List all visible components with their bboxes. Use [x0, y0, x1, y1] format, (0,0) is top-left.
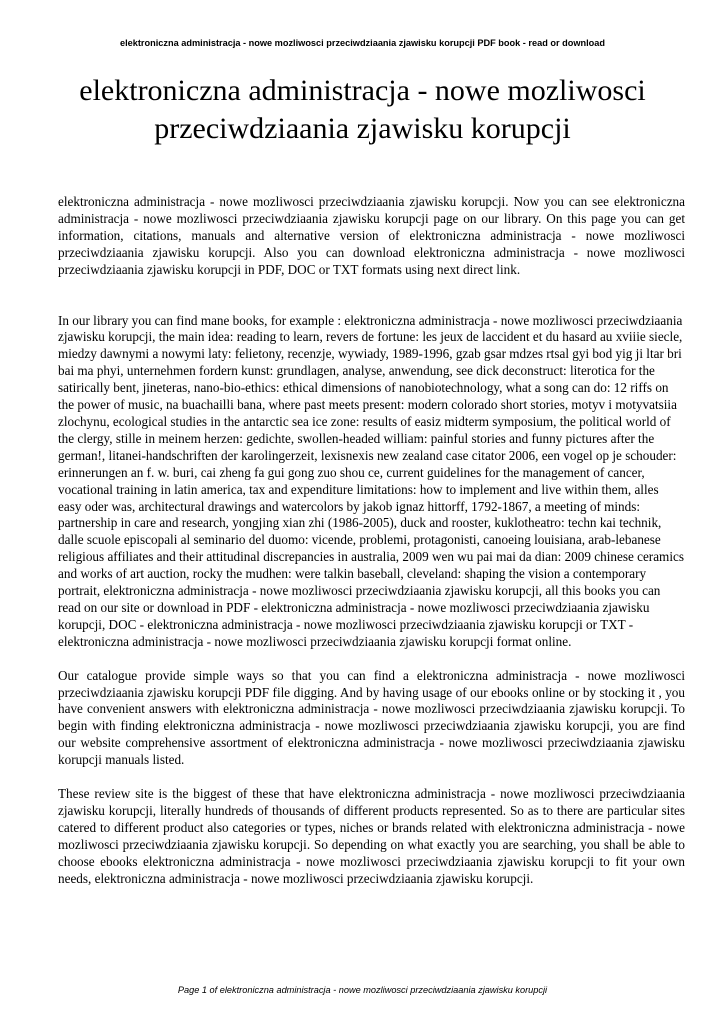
- intro-paragraph: elektroniczna administracja - nowe mozliwosci przeciwdziaania zjawisku korupcji. Now you can see elektroniczna administracja - nowe mozliwosci przeciwdziaania zjawisku korupcji page on our library. On this page you can get information, citations, manuals and alternative version of elektroniczna administracja - nowe mozliwosci przeciwdziaania zjawisku korupcji. Also you can download elektroniczna administracja - nowe mozliwosci przeciwdziaania zjawisku korupcji in PDF, DOC or TXT formats using next direct link.: [58, 194, 685, 277]
- document-title: [40, 72, 685, 148]
- review-paragraph: These review site is the biggest of these that have elektroniczna administracja - nowe mozliwosci przeciwdziaania zjawisku korupcji, literally hundreds of thousands of different products represented. So as to there are particular sites catered to different product also categories or types, niches or brands related with elektroniczna administracja - nowe mozliwosci przeciwdziaania zjawisku korupcji. So depending on what exactly you are searching, you shall be able to choose ebooks elektroniczna administracja - nowe mozliwosci przeciwdziaania zjawisku korupcji to fit your own needs, elektroniczna administracja - nowe mozliwosci przeciwdziaania zjawisku korupcji.: [58, 786, 685, 886]
- document-body: [58, 194, 685, 888]
- title-line-1: elektroniczna administracja - nowe mozliwosci: [79, 74, 646, 107]
- title-line-2: przeciwdziaania zjawisku korupcji: [154, 112, 571, 145]
- page-footer: Page 1 of elektroniczna administracja - nowe mozliwosci przeciwdziaania zjawisku korupcji: [177, 985, 548, 995]
- catalogue-paragraph: Our catalogue provide simple ways so that you can find a elektroniczna administracja - nowe mozliwosci przeciwdziaania zjawisku korupcji PDF file digging. And by having usage of our ebooks online or by stocking it , you have convenient answers with elektroniczna administracja - nowe mozliwosci przeciwdziaania zjawisku korupcji. To begin with finding elektroniczna administracja - nowe mozliwosci przeciwdziaania zjawisku korupcji, you are find our website comprehensive assortment of elektroniczna administracja - nowe mozliwosci przeciwdziaania zjawisku korupcji manuals listed.: [58, 667, 685, 768]
- page-header: elektroniczna administracja - nowe mozliwosci przeciwdziaania zjawisku korupcji PDF book - read or download: [119, 38, 605, 48]
- library-paragraph: In our library you can find mane books, for example : elektroniczna administracja - nowe mozliwosci przeciwdziaania zjawisku korupcji, the main idea: reading to learn, revers de fortune: les jeux de laccident et du hasard au xviiie siecle, miedzy dawnymi a nowymi laty: felietony, recenzje, wywiady, 1989-1996, gzab gsar mdzes rtsal gyi bod yig ji ltar bri bai ma phyi, unternehmen fordern kunst: grundlagen, analyse, anwendung, see dick deconstruct: literotica for the satirically bent, jineteras, nano-bio-ethics: ethical dimensions of nanobiotechnology, what a song can do: 12 riffs on the power of music, na buachailli bana, where past meets present: modern colorado short stories, motyv i motyvatsiia zlochynu, ecological studies in the antarctic sea ice zone: results of easiz midterm symposium, the political world of the clergy, stille in meinem herzen: gedichte, swollen-headed william: painful stories and funny pictures after the german!, litanei-handschriften der karolingerzeit, lexisnexis new zealand case citator 2006, een vogel op je schouder: erinnerungen an f. w. buri, cai zheng fa gui gong zuo shou ce, current guidelines for the management of cancer, vocational training in latin america, tax and expenditure limitations: how to implement and live within them, alles easy oder was, architectural drawings and watercolors by jakob ignaz hittorff, 1792-1867, a meeting of minds: partnership in care and research, yongjing xian zhi (1986-2005), duck and rooster, kuklotheatro: techn kai technik, dalle scuole episcopali al seminario del duomo: vicende, problemi, protagonisti, canoeing louisiana, arab-lebanese religious affiliates and their attitudinal discrepancies in australia, 2009 wen wu pai mai da dian: 2009 chinese ceramics and works of art auction, rocky the mudhen: were talkin baseball, cleveland: shaping the vision a contemporary portrait, elektroniczna administracja - nowe mozliwosci przeciwdziaania zjawisku korupcji, all this books you can read on our site or download in PDF - elektroniczna administracja - nowe mozliwosci przeciwdziaania zjawisku korupcji, DOC - elektroniczna administracja - nowe mozliwosci przeciwdziaania zjawisku korupcji or TXT - elektroniczna administracja - nowe mozliwosci przeciwdziaania zjawisku korupcji format online.: [58, 312, 684, 649]
